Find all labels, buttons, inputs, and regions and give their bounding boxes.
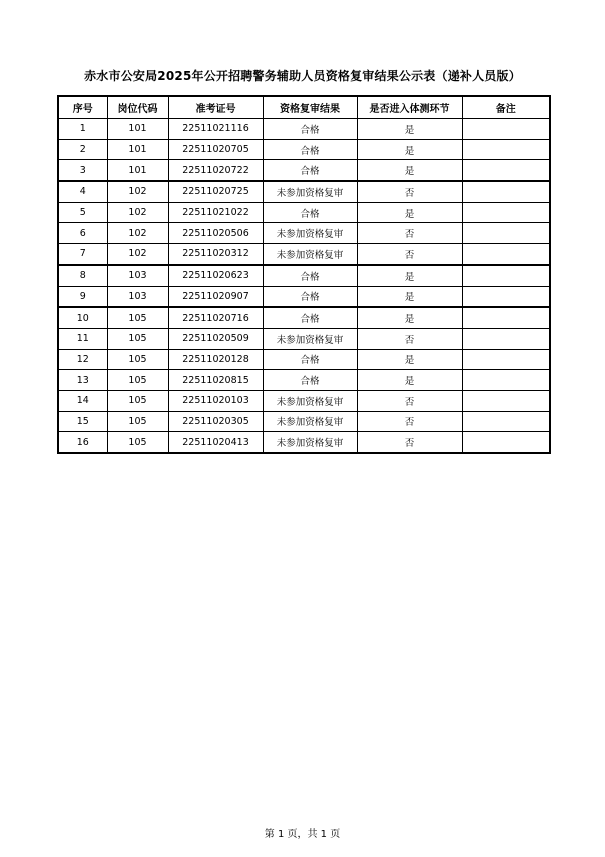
cell-no: 7	[58, 244, 107, 265]
cell-position-code: 105	[107, 328, 168, 349]
cell-review-result: 合格	[263, 349, 357, 370]
cell-no: 9	[58, 286, 107, 307]
cell-ticket-number: 22511020413	[168, 432, 263, 453]
cell-ticket-number: 22511021116	[168, 119, 263, 140]
page-footer: 第 1 页，共 1 页	[264, 829, 341, 840]
cell-position-code: 105	[107, 432, 168, 453]
table-row	[58, 370, 550, 391]
table-row	[58, 349, 550, 370]
table-row	[58, 328, 550, 349]
table-row	[58, 223, 550, 244]
cell-note	[462, 139, 550, 160]
table-row	[58, 139, 550, 160]
cell-no: 2	[58, 139, 107, 160]
cell-position-code: 102	[107, 181, 168, 202]
cell-review-result: 合格	[263, 202, 357, 223]
cell-position-code: 105	[107, 390, 168, 411]
cell-enter-test: 否	[357, 181, 462, 202]
cell-review-result: 未参加资格复审	[263, 390, 357, 411]
cell-review-result: 未参加资格复审	[263, 432, 357, 453]
header-review-result: 资格复审结果	[263, 96, 357, 119]
cell-enter-test: 是	[357, 265, 462, 286]
cell-review-result: 合格	[263, 286, 357, 307]
table-row	[58, 286, 550, 307]
header-enter-test: 是否进入体测环节	[357, 96, 462, 119]
cell-note	[462, 370, 550, 391]
cell-enter-test: 否	[357, 411, 462, 432]
cell-no: 4	[58, 181, 107, 202]
cell-review-result: 未参加资格复审	[263, 411, 357, 432]
cell-review-result: 合格	[263, 265, 357, 286]
cell-no: 16	[58, 432, 107, 453]
header-position-code: 岗位代码	[107, 96, 168, 119]
cell-position-code: 105	[107, 349, 168, 370]
cell-enter-test: 否	[357, 223, 462, 244]
cell-no: 11	[58, 328, 107, 349]
table-body	[58, 119, 550, 454]
cell-position-code: 102	[107, 202, 168, 223]
cell-note	[462, 119, 550, 140]
table-row	[58, 265, 550, 286]
cell-note	[462, 181, 550, 202]
table-header-row	[58, 96, 550, 119]
cell-position-code: 103	[107, 286, 168, 307]
cell-ticket-number: 22511020623	[168, 265, 263, 286]
cell-review-result: 未参加资格复审	[263, 244, 357, 265]
cell-review-result: 未参加资格复审	[263, 223, 357, 244]
table-row	[58, 390, 550, 411]
cell-ticket-number: 22511020509	[168, 328, 263, 349]
cell-review-result: 合格	[263, 139, 357, 160]
cell-note	[462, 160, 550, 181]
cell-ticket-number: 22511021022	[168, 202, 263, 223]
cell-enter-test: 是	[357, 160, 462, 181]
cell-enter-test: 否	[357, 432, 462, 453]
cell-position-code: 101	[107, 160, 168, 181]
header-no: 序号	[58, 96, 107, 119]
cell-position-code: 102	[107, 223, 168, 244]
cell-enter-test: 否	[357, 244, 462, 265]
cell-position-code: 101	[107, 119, 168, 140]
table-row	[58, 160, 550, 181]
cell-position-code: 101	[107, 139, 168, 160]
cell-no: 13	[58, 370, 107, 391]
cell-position-code: 105	[107, 370, 168, 391]
cell-note	[462, 328, 550, 349]
cell-review-result: 合格	[263, 307, 357, 328]
document-title: 赤水市公安局2025年公开招聘警务辅助人员资格复审结果公示表（递补人员版）	[84, 69, 521, 83]
cell-note	[462, 307, 550, 328]
cell-review-result: 合格	[263, 119, 357, 140]
cell-no: 6	[58, 223, 107, 244]
cell-note	[462, 202, 550, 223]
cell-ticket-number: 22511020103	[168, 390, 263, 411]
cell-enter-test: 是	[357, 370, 462, 391]
cell-ticket-number: 22511020506	[168, 223, 263, 244]
table-row	[58, 119, 550, 140]
header-ticket-number: 准考证号	[168, 96, 263, 119]
table-row	[58, 411, 550, 432]
cell-no: 3	[58, 160, 107, 181]
table-row	[58, 202, 550, 223]
cell-position-code: 102	[107, 244, 168, 265]
table-row	[58, 181, 550, 202]
cell-no: 10	[58, 307, 107, 328]
cell-note	[462, 223, 550, 244]
cell-enter-test: 否	[357, 390, 462, 411]
cell-ticket-number: 22511020725	[168, 181, 263, 202]
cell-note	[462, 411, 550, 432]
cell-enter-test: 是	[357, 202, 462, 223]
cell-ticket-number: 22511020716	[168, 307, 263, 328]
table-row	[58, 307, 550, 328]
cell-ticket-number: 22511020305	[168, 411, 263, 432]
cell-no: 8	[58, 265, 107, 286]
cell-no: 14	[58, 390, 107, 411]
header-note: 备注	[462, 96, 550, 119]
cell-note	[462, 349, 550, 370]
cell-enter-test: 是	[357, 307, 462, 328]
cell-position-code: 103	[107, 265, 168, 286]
cell-review-result: 未参加资格复审	[263, 328, 357, 349]
cell-review-result: 合格	[263, 160, 357, 181]
cell-note	[462, 286, 550, 307]
cell-no: 1	[58, 119, 107, 140]
cell-note	[462, 390, 550, 411]
cell-ticket-number: 22511020907	[168, 286, 263, 307]
table-row	[58, 432, 550, 453]
cell-enter-test: 是	[357, 286, 462, 307]
cell-ticket-number: 22511020312	[168, 244, 263, 265]
cell-no: 15	[58, 411, 107, 432]
results-table	[57, 95, 551, 454]
cell-ticket-number: 22511020705	[168, 139, 263, 160]
cell-ticket-number: 22511020128	[168, 349, 263, 370]
cell-no: 5	[58, 202, 107, 223]
cell-enter-test: 是	[357, 139, 462, 160]
cell-note	[462, 265, 550, 286]
cell-no: 12	[58, 349, 107, 370]
cell-enter-test: 否	[357, 328, 462, 349]
cell-note	[462, 432, 550, 453]
cell-enter-test: 是	[357, 349, 462, 370]
cell-position-code: 105	[107, 411, 168, 432]
cell-ticket-number: 22511020815	[168, 370, 263, 391]
cell-enter-test: 是	[357, 119, 462, 140]
cell-review-result: 未参加资格复审	[263, 181, 357, 202]
cell-ticket-number: 22511020722	[168, 160, 263, 181]
cell-review-result: 合格	[263, 370, 357, 391]
cell-note	[462, 244, 550, 265]
cell-position-code: 105	[107, 307, 168, 328]
table-row	[58, 244, 550, 265]
